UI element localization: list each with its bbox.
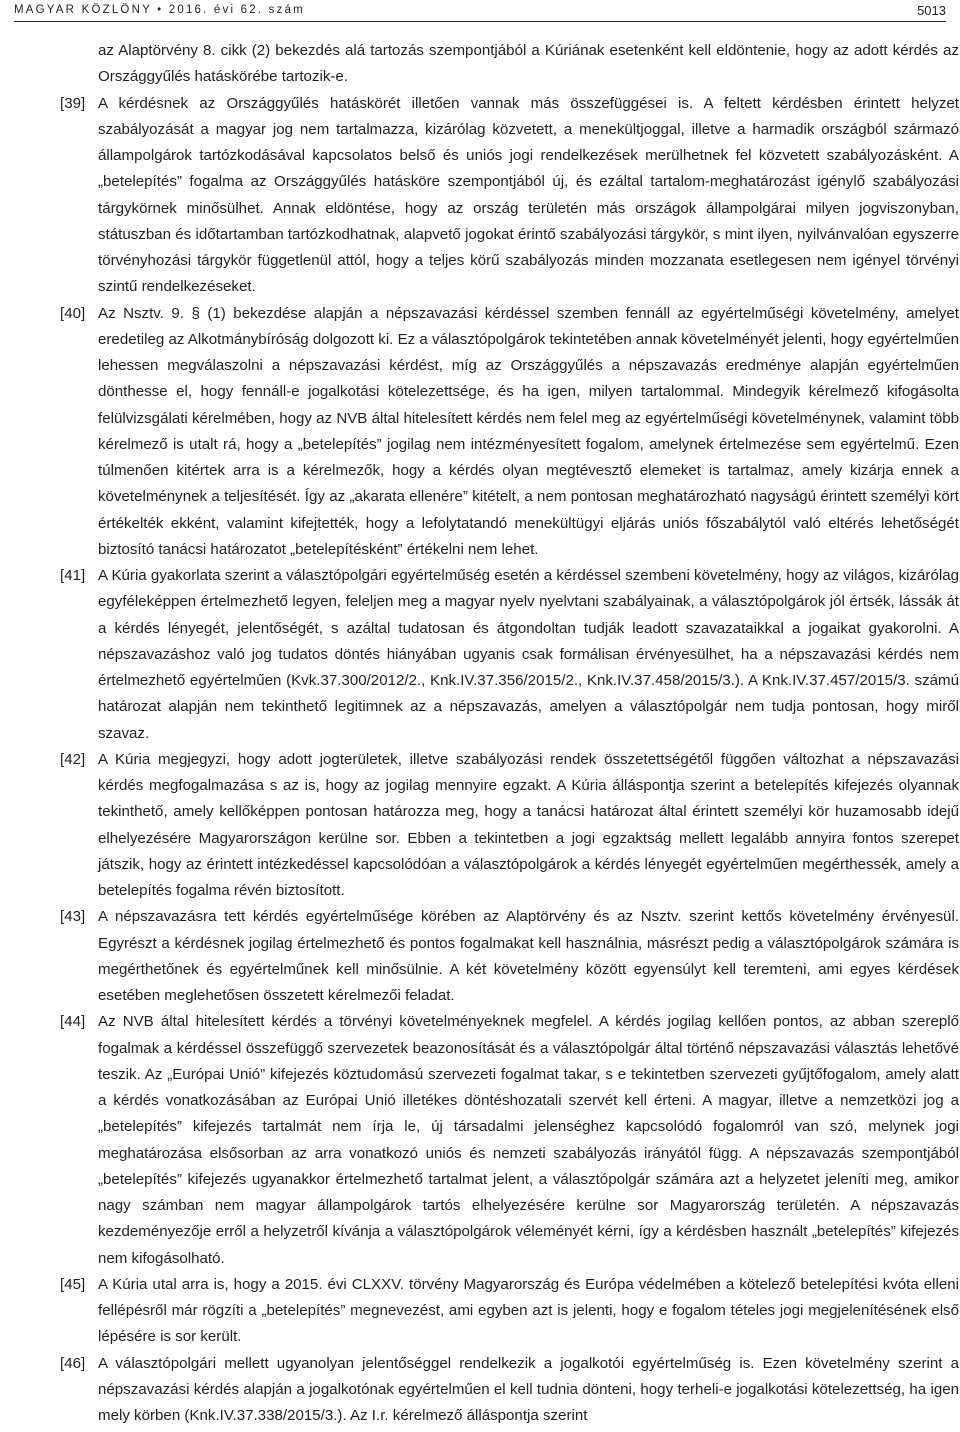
paragraph-text: Az Nsztv. 9. § (1) bekezdése alapján a népszavazási kérdéssel szemben fennáll az egyértelműségi követelmény, amelyet eredetileg az Alkotmánybíróság dolgozott ki. Ez a választópolgárok tekintetében annak követelményét jelenti, hogy egyértelműen lehessen megválaszolni a népszavazási kérdést, míg az Országgyűlés a népszavazás eredménye alapján egyértelműen dönthesse el, hogy fennáll-e jogalkotási kötelezettsége, és ha igen, milyen tartalommal. Mindegyik kérelmező kifogásolta felülvizsgálati kérelmében, hogy az NVB által hitelesített kérdés nem felel meg az egyértelműségi követelménynek, valamint több kérelmező is utalt rá, hogy a „betelepítés” jogilag nem intézményesített fogalom, amelynek értelmezése sem egyértelmű. Ezen túlmenően kitértek arra is a kérelmezők, hogy a kérdés olyan megtévesztő elemeket is tartalmaz, amely kizárja ennek a követelménynek a teljesítését. Így az „akarata ellenére” kitételt, a nem pontosan meghatározható nagyságú érintett személyi kört értékelték ekként, valamint kifejtették, hogy a lefolytatandó menekültügyi eljárás uniós főszabálytól való eltérés lehetőségét biztosító tanácsi határozatot „betelepítésként” értékelni nem lehet. [98,304,959,558]
paragraph-40 [14,301,959,564]
header-divider [14,21,946,22]
paragraph-text: A választópolgári mellett ugyanolyan jelentőséggel rendelkezik a jogalkotói egyértelműség is. Ezen követelmény szerint a népszavazási kérdés alapján a jogalkotónak egyértelműen el kell tudnia dönteni, hogy terheli-e jogalkotási kötelezettség, ha igen mely körben (Knk.IV.37.338/2015/3.). Az I.r. kérelmező álláspontja szerint [98,1354,959,1424]
paragraph-text: A kérdésnek az Országgyűlés hatáskörét illetően vannak más összefüggései is. A feltett kérdésben érintett helyzet szabályozását a magyar jog nem tartalmazza, kizárólag közvetett, a menekültjoggal, illetve a harmadik országból származó állampolgárok tartózkodásával kapcsolatos belső és uniós jogi rendelkezések merülhetnek fel közvetett szabályozásként. A „betelepítés” fogalma az Országgyűlés hatásköre szempontjából új, és ezáltal tartalom-meghatározást igénylő szabályozási tárgykörnek minősülhet. Annak eldöntése, hogy az ország területén más országok állampolgárai milyen jogviszonyban, státuszban és időtartamban tartózkodhatnak, alapvető jogokat érintő szabályozási tárgykör, s mint ilyen, nyilvánvalóan egyszerre törvényhozási tárgykör függetlenül attól, hogy a teljes körű szabályozás minden mozzanata esetlegesen nem igényel törvényi szintű rendelkezéseket. [98,94,959,296]
paragraph-number: [41] [60,567,86,584]
paragraph-39 [14,91,959,301]
paragraph-41 [14,563,959,747]
document-body [14,38,959,1429]
page-number: 5013 [917,3,946,18]
paragraph-number: [43] [60,908,86,926]
paragraph-text: A népszavazásra tett kérdés egyértelműsége körében az Alaptörvény és az Nsztv. szerint kettős követelmény érvényesül. Egyrészt a kérdésnek jogilag értelmezhető és pontos fogalmakat kell használnia, másrészt pedig a választópolgárok számára is megérthetőnek és egyértelműnek kell minősülnie. A két követelmény között egyensúlyt kell teremteni, ami egyes kérdések esetében meglehetősen összetett kérelmezői feladat. [98,908,959,1004]
paragraph-42 [14,747,959,905]
paragraph-continuation [14,38,959,91]
paragraph-number: [39] [60,94,86,112]
paragraph-text: A Kúria megjegyzi, hogy adott jogterületek, illetve szabályozási rendek összetettségétől függően változhat a népszavazási kérdés megfogalmazása s az is, hogy az jogilag mennyire egzakt. A Kúria álláspontja szerint a betelepítés kifejezés olyannak tekinthető, amely kellőképpen pontosan határozza meg, hogy a tanácsi határozat által érintett személyi kör huzamosabb idejű elhelyezésére Magyarországon kerülne sor. Ebben a tekintetben a jogi egzaktság mellett legalább annyira fontos szerepet játszik, hogy az érintett intézkedéssel kapcsolódóan a választópolgárok a kérdés lényegét egyértelműen megérthessék, amely a betelepítés fogalma révén biztosított. [98,750,959,899]
paragraph-45 [14,1272,959,1351]
paragraph-number: [40] [60,304,86,322]
paragraph-number: [44] [60,1013,86,1031]
paragraph-text: Az NVB által hitelesített kérdés a törvényi követelményeknek megfelel. A kérdés jogilag kellően pontos, az abban szereplő fogalmak a kérdéssel összefüggő szervezetek beazonosítását és a választópolgár által történő népszavazási választás lehetővé teszik. Az „Európai Unió” kifejezés köztudomású szervezeti fogalmat takar, s e tekintetben szervezeti gyűjtőfogalom, amely alatt a kérdés vonatkozásában az Európai Unió illetékes döntéshozatali szervét kell érteni. A magyar, illetve a nemzetközi jog a „betelepítés” kifejezés tartalmát nem írja le, új társadalmi jelenséghez kapcsolódó fogalomról van szó, melynek jogi meghatározása elsősorban az arra vonatkozó uniós és nemzeti szabályozás irányától függ. A népszavazás szempontjából „betelepítés” kifejezés ugyanakkor értelmezhető tartalmat jelent, a választópolgár számára azt a helyzetet jeleníti meg, amikor nagy számban nem magyar állampolgárok tartós elhelyezésére kerülne sor Magyarország területén. A népszavazás kezdeményezője erről a helyzetről kívánja a választópolgárok véleményét kérni, így a kérdésben használt „betelepítés” kifejezés nem kifogásolható. [98,1013,959,1267]
journal-title: MAGYAR KÖZLÖNY • 2016. évi 62. szám [14,4,305,16]
paragraph-46 [14,1351,959,1430]
paragraph-number: [46] [60,1354,86,1372]
paragraph-44 [14,1009,959,1272]
paragraph-43 [14,904,959,1009]
paragraph-text: A Kúria gyakorlata szerint a választópolgári egyértelműség esetén a kérdéssel szembeni követelmény, hogy az világos, kizárólag egyféleképpen értelmezhető legyen, feleljen meg a magyar nyelv nyelvtani szabályainak, a választópolgárok jól értsék, lássák át a kérdés lényegét, jelentőségét, s azáltal tudatosan és átgondoltan tudják leadott szavazataikkal a jogaikat gyakorolni. A népszavazáshoz való jog tudatos döntés hiányában ugyanis csak formálisan érvényesülhet, ha a népszavazási kérdés nem értelmezhető egyértelműen (Kvk.37.300/2012/2., Knk.IV.37.356/2015/2., Knk.IV.37.458/2015/3.). A Knk.IV.37.457/2015/3. számú határozat alapján nem tekinthető legitimnek az a népszavazás, amelyen a választópolgár nem tudja pontosan, hogy miről szavaz. [98,567,959,742]
paragraph-number: [45] [60,1275,86,1293]
paragraph-text: az Alaptörvény 8. cikk (2) bekezdés alá tartozás szempontjából a Kúriának esetenként kell eldöntenie, hogy az adott kérdés az Országgyűlés hatáskörébe tartozik-e. [98,42,959,86]
page-header [0,0,960,24]
paragraph-number: [42] [60,750,86,768]
paragraph-text: A Kúria utal arra is, hogy a 2015. évi CLXXV. törvény Magyarország és Európa védelmében a kötelező betelepítési kvóta elleni fellépésről már rögzíti a „betelepítés” megnevezést, ami egyben azt is jelenti, hogy e fogalom tételes jogi megjelenítésének első lépésére is sor került. [98,1275,959,1346]
